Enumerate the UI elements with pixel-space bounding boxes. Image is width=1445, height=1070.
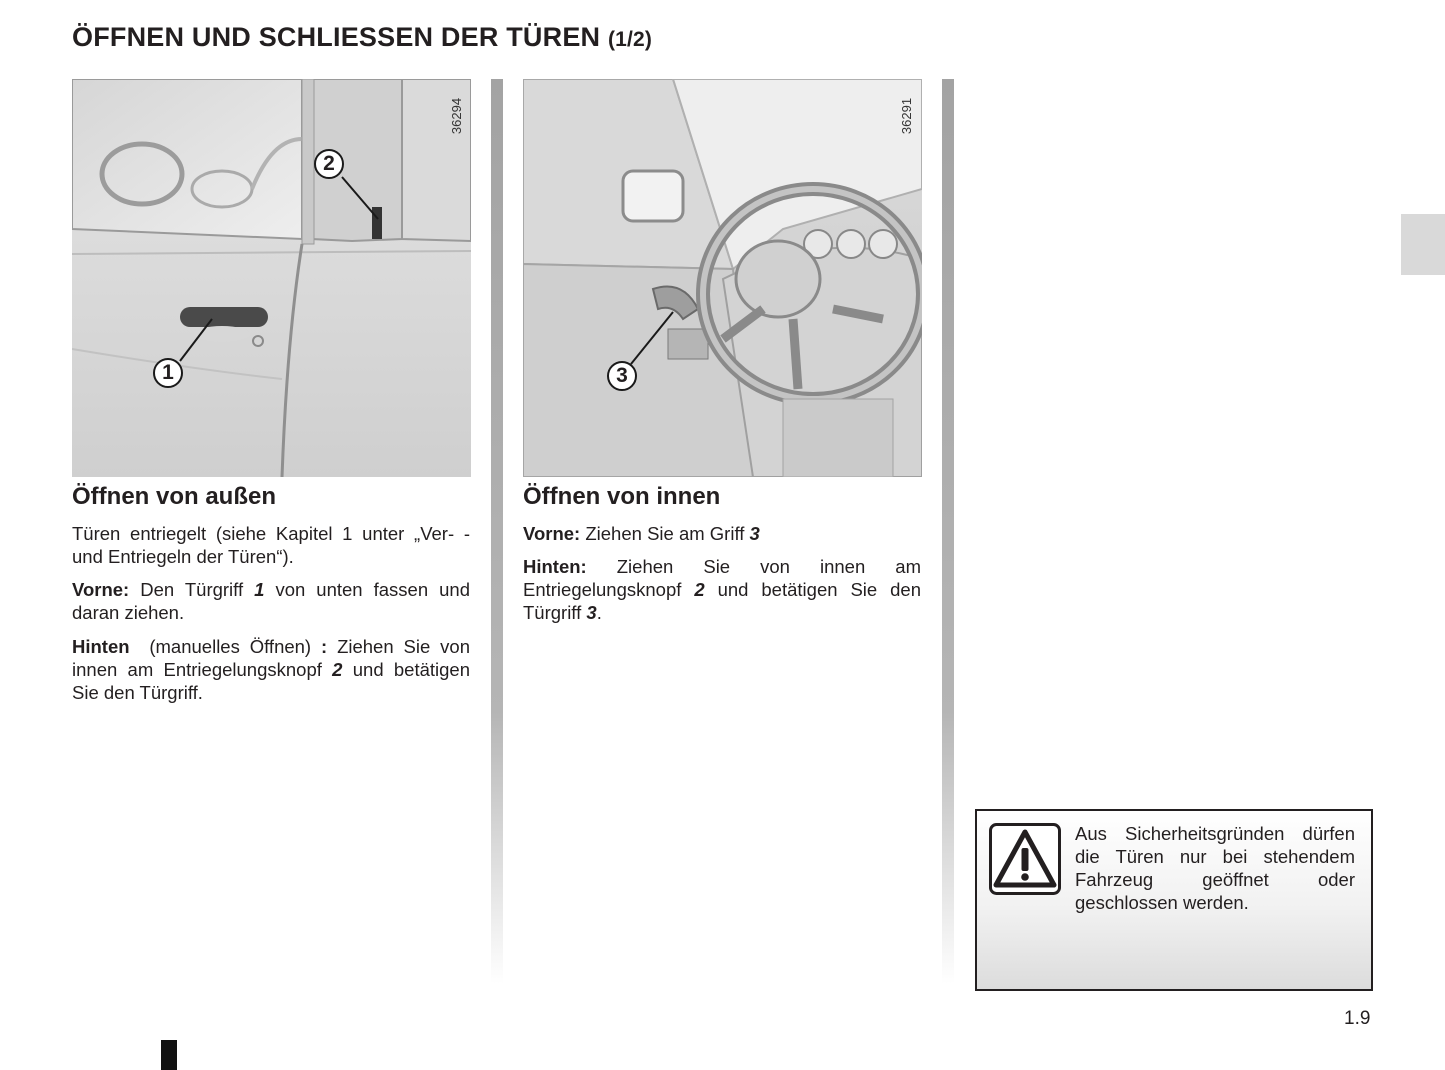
- page-title: [72, 22, 652, 53]
- figure-number-left: 36294: [448, 97, 464, 135]
- callout-1: 1: [153, 358, 183, 388]
- text-rear-inside-end: .: [596, 602, 602, 623]
- ref-3-inside: 3: [586, 602, 597, 623]
- exterior-door-drawing: [72, 79, 471, 477]
- heading-open-from-outside: Öffnen von außen: [72, 483, 276, 510]
- label-rear-inside: Hinten:: [523, 556, 587, 577]
- warning-triangle-icon: [989, 823, 1061, 895]
- colon: :: [321, 636, 328, 657]
- figure-number-middle: 36291: [898, 97, 914, 135]
- text-rear-outside-a: (manuelles Öffnen): [129, 636, 321, 657]
- text-front-inside-a: Ziehen Sie am Griff: [580, 523, 750, 544]
- ref-2-inside: 2: [694, 579, 705, 600]
- heading-open-from-inside: Öffnen von innen: [523, 483, 721, 510]
- title-part: (1/2): [607, 28, 653, 51]
- column-separator-left: [491, 79, 503, 984]
- interior-door-illustration: [523, 79, 922, 477]
- ref-3: 3: [749, 523, 760, 544]
- exterior-door-illustration: [72, 79, 471, 477]
- title-main: ÖFFNEN UND SCHLIESSEN DER TÜREN: [72, 22, 601, 52]
- column-separator-right: [942, 79, 954, 984]
- ref-1: 1: [254, 579, 265, 600]
- text-rear-outside-b: Ziehen Sie von innen am Entriegelungsknopf: [72, 636, 470, 680]
- warning-text: Aus Sicherheitsgründen dürfen die Türen nur bei stehendem Fahrzeug geöffnet oder geschlossen werden.: [1075, 823, 1355, 913]
- ref-2: 2: [332, 659, 343, 680]
- text-front-outside: [72, 578, 470, 624]
- callout-2: 2: [314, 149, 344, 179]
- page-number: 1.9: [1344, 1008, 1371, 1029]
- interior-door-drawing: [523, 79, 922, 477]
- text-rear-outside: [72, 635, 470, 704]
- callout-3: 3: [607, 361, 637, 391]
- text-rear-inside-b: und betätigen Sie den Türgriff: [523, 579, 922, 623]
- text-front-outside-a: Den Türgriff: [129, 579, 255, 600]
- text-front-inside: [523, 522, 921, 545]
- text-doors-unlocked: Türen entriegelt (siehe Kapitel 1 unter „Ver- - und Entriegeln der Türen“).: [72, 523, 470, 567]
- text-rear-outside-c: und betätigen Sie den Türgriff.: [72, 659, 470, 703]
- text-front-outside-b: von unten fassen und daran ziehen.: [72, 579, 471, 623]
- label-front: Vorne:: [72, 579, 130, 600]
- label-front-inside: Vorne:: [523, 523, 581, 544]
- print-mark: [161, 1040, 177, 1070]
- text-rear-inside: [523, 555, 921, 624]
- label-rear: Hinten: [72, 636, 130, 657]
- text-rear-inside-a: Ziehen Sie von innen am Entriegelungsknopf: [523, 556, 921, 600]
- chapter-tab: [1401, 214, 1445, 275]
